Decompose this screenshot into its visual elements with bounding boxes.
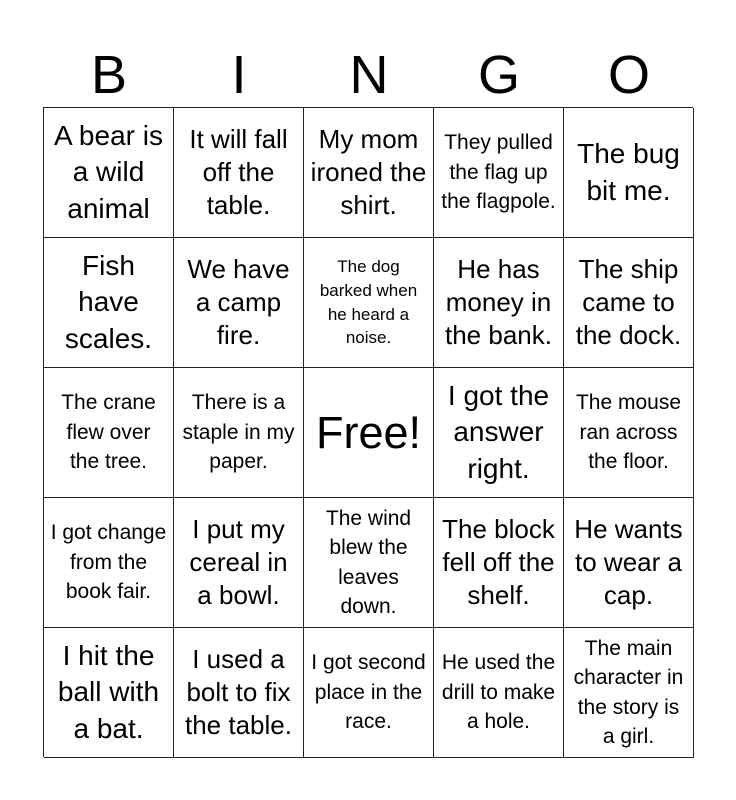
header-letter-i: I: [231, 45, 247, 105]
bingo-cell[interactable]: We have a camp fire.: [174, 238, 304, 368]
bingo-cell[interactable]: The crane flew over the tree.: [44, 368, 174, 498]
bingo-cell[interactable]: My mom ironed the shirt.: [304, 108, 434, 238]
bingo-cell[interactable]: Fish have scales.: [44, 238, 174, 368]
header-letter-g: G: [477, 45, 520, 105]
bingo-cell[interactable]: The wind blew the leaves down.: [304, 498, 434, 628]
bingo-cell[interactable]: The ship came to the dock.: [564, 238, 694, 368]
bingo-cell[interactable]: The main character in the story is a girl.: [564, 628, 694, 758]
bingo-cell[interactable]: I used a bolt to fix the table.: [174, 628, 304, 758]
bingo-cell[interactable]: The mouse ran across the floor.: [564, 368, 694, 498]
bingo-cell[interactable]: He wants to wear a cap.: [564, 498, 694, 628]
bingo-cell[interactable]: He has money in the bank.: [434, 238, 564, 368]
bingo-board: [43, 107, 693, 757]
header-letter-o: O: [607, 45, 650, 105]
bingo-cell[interactable]: A bear is a wild animal: [44, 108, 174, 238]
bingo-cell[interactable]: The dog barked when he heard a noise.: [304, 238, 434, 368]
bingo-cell[interactable]: I got second place in the race.: [304, 628, 434, 758]
bingo-cell[interactable]: There is a staple in my paper.: [174, 368, 304, 498]
bingo-cell[interactable]: The block fell off the shelf.: [434, 498, 564, 628]
bingo-cell[interactable]: They pulled the flag up the flagpole.: [434, 108, 564, 238]
bingo-cell[interactable]: I got the answer right.: [434, 368, 564, 498]
bingo-cell[interactable]: The bug bit me.: [564, 108, 694, 238]
bingo-cell[interactable]: I hit the ball with a bat.: [44, 628, 174, 758]
bingo-cell[interactable]: I put my cereal in a bowl.: [174, 498, 304, 628]
header-letter-n: N: [349, 45, 389, 105]
header-letter-b: B: [90, 45, 128, 105]
bingo-cell[interactable]: It will fall off the table.: [174, 108, 304, 238]
bingo-header: [44, 42, 694, 108]
bingo-cell[interactable]: I got change from the book fair.: [44, 498, 174, 628]
free-space[interactable]: Free!: [304, 368, 434, 498]
bingo-cell[interactable]: He used the drill to make a hole.: [434, 628, 564, 758]
